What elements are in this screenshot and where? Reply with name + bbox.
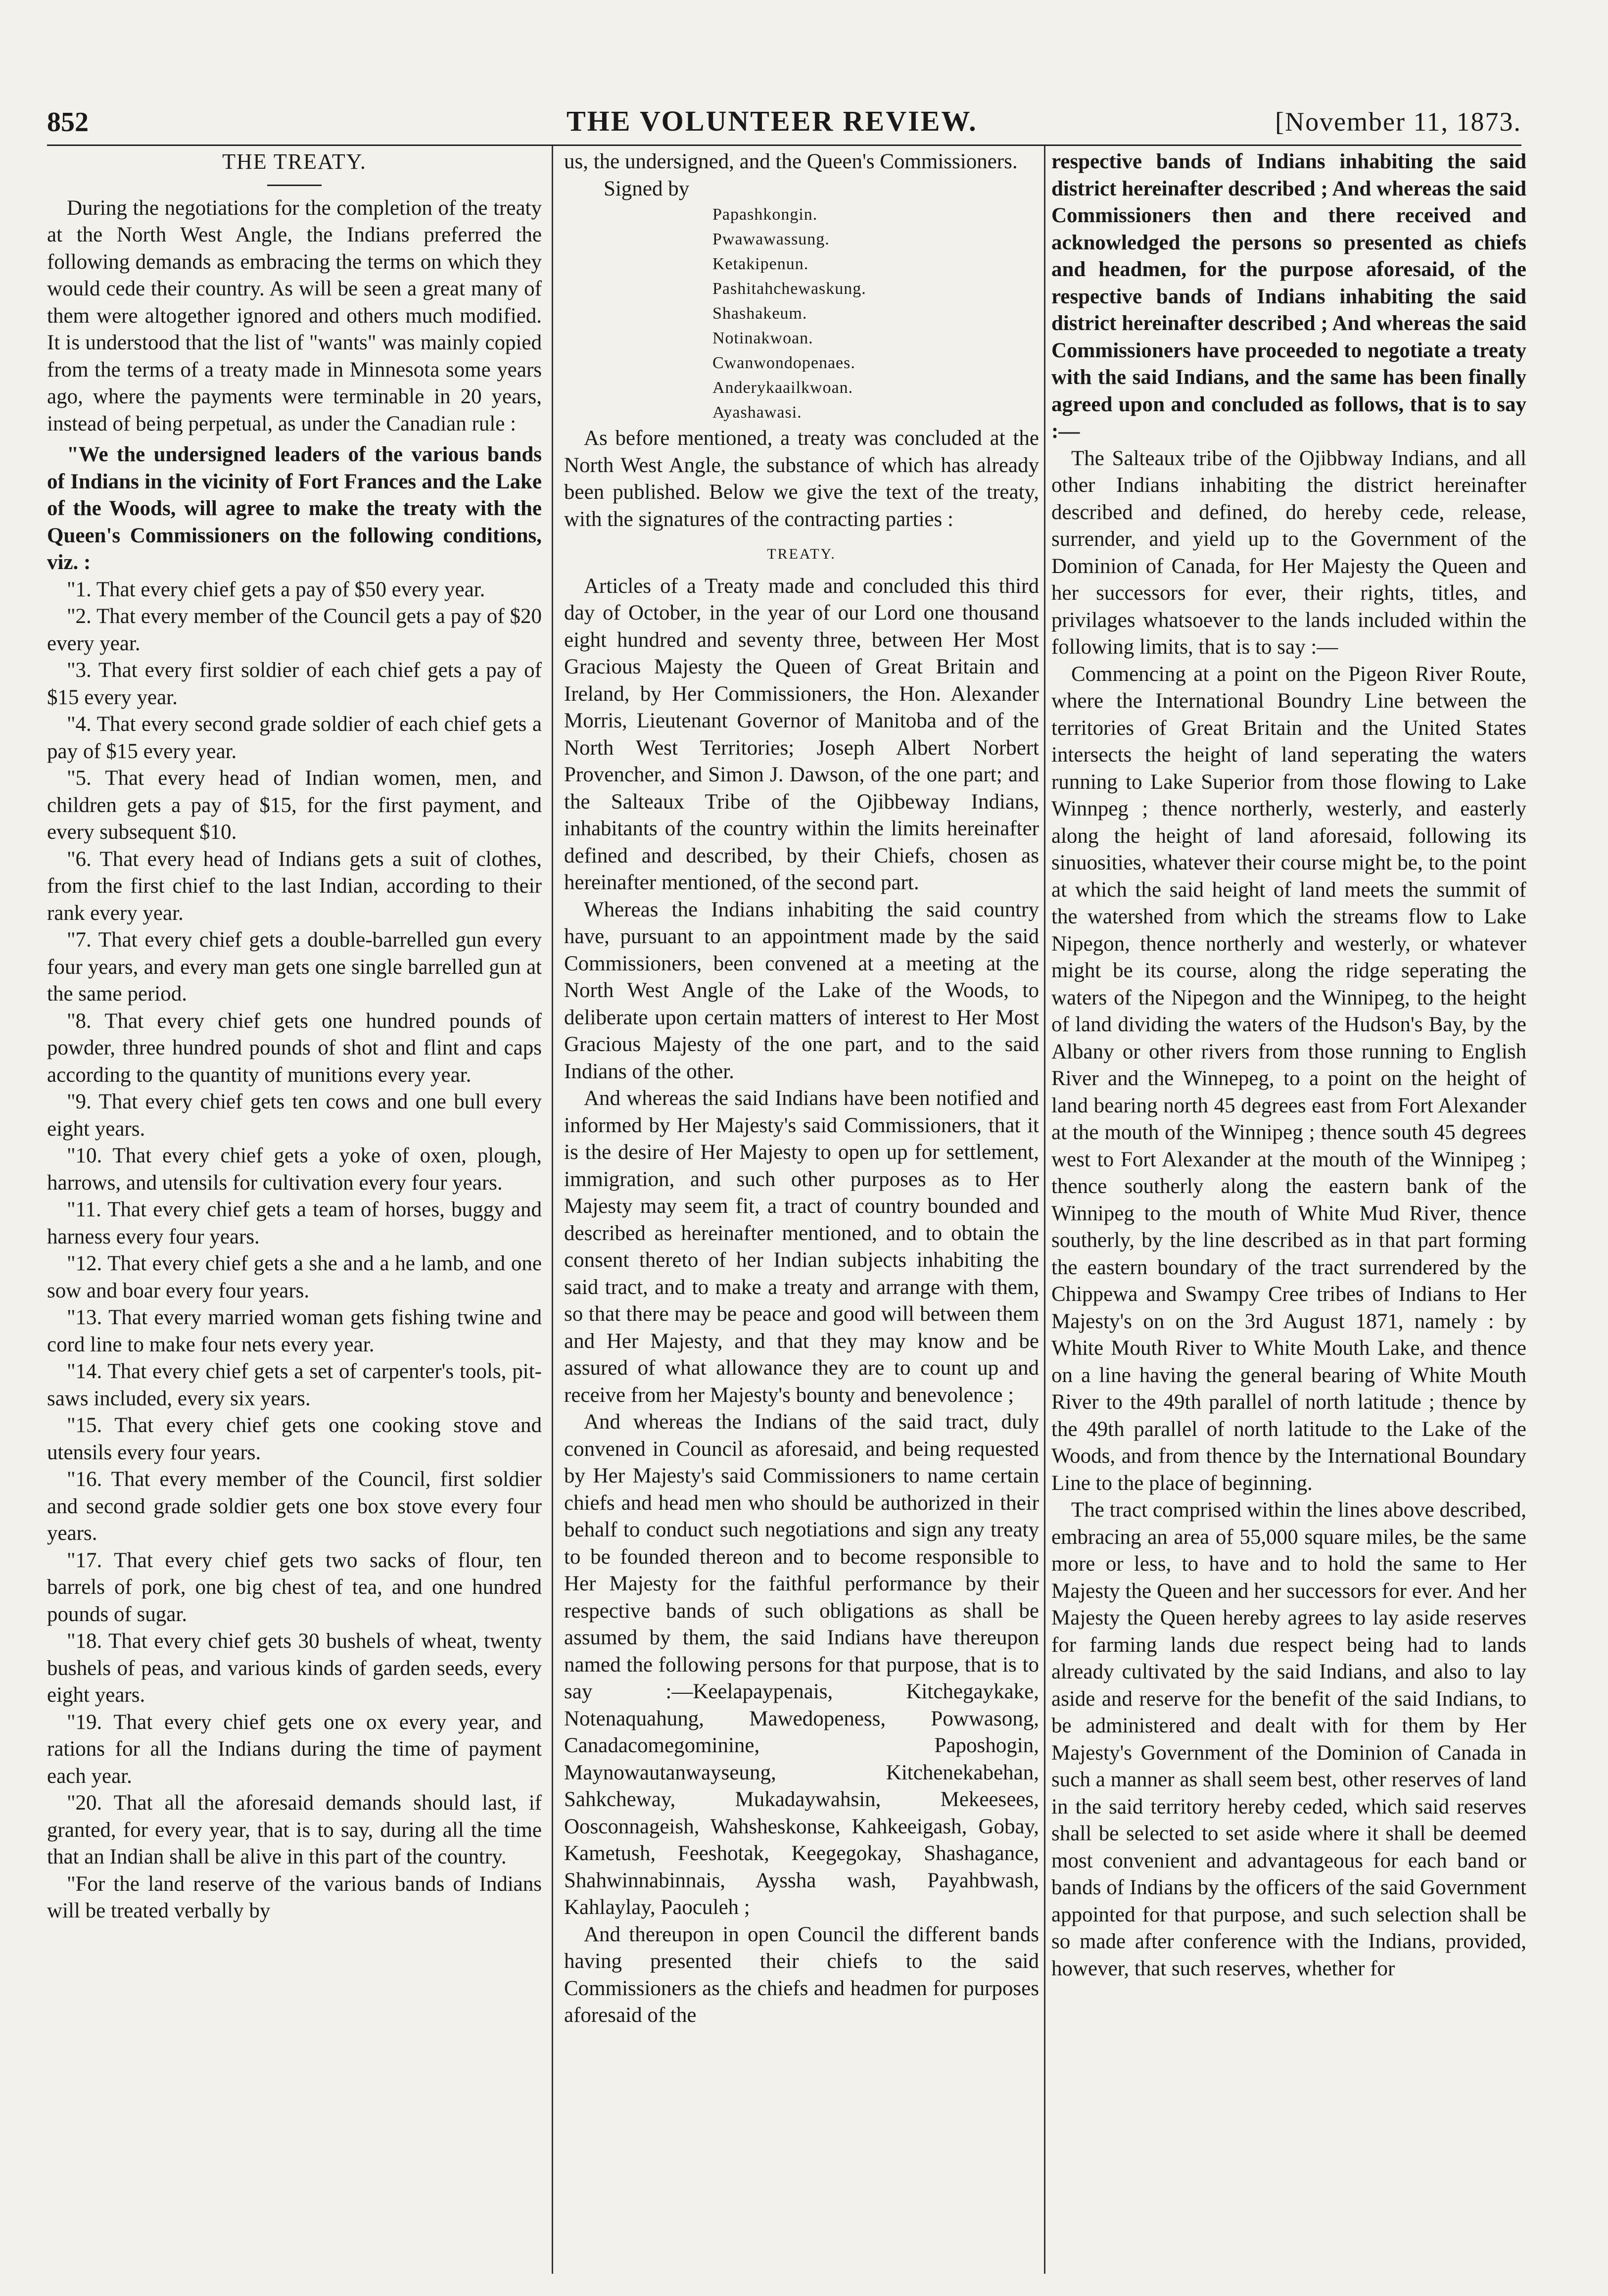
intro-paragraph: During the negotiations for the completion of the treaty at the North West Angle, the Indians preferred the following demands as embracing the terms on which they would cede their country. As will be seen a great many of them were altogether ignored and others much modified. It is understood that the list of "wants" was mainly copied from the terms of a treaty made in Minnesota some years ago, where the payments were terminable in 20 years, instead of being perpetual, as under the Canadian rule : bbox=[47, 196, 542, 435]
whereas-paragraph: Whereas the Indians inhabiting the said country have, pursuant to an appointment made by the said Commissioners, been convened at a meeting at the North West Angle of the Lake of the Woods, to deliberate upon certain matters of interest to Her Most Gracious Majesty of the one part, and to the said Indians of the other. bbox=[564, 898, 1039, 1083]
column-1 bbox=[47, 148, 542, 2271]
demand-item: "For the land reserve of the various bands of Indians will be treated verbally by bbox=[47, 1872, 542, 1922]
whereas-paragraph: And thereupon in open Council the different bands having presented their chiefs to the said Commissioners as the chiefs and headmen for purposes aforesaid of the bbox=[564, 1922, 1039, 2027]
demand-item: "15. That every chief gets one cooking stove and utensils every four years. bbox=[47, 1414, 542, 1464]
demand-item: "6. That every head of Indians gets a suit of clothes, from the first chief to the last Indian, according to their rank every year. bbox=[47, 847, 542, 925]
demand-item: "14. That every chief gets a set of carpenter's tools, pit-saws included, every six years. bbox=[47, 1360, 542, 1410]
demand-item: "16. That every member of the Council, first soldier and second grade soldier gets one box stove every four years. bbox=[47, 1468, 542, 1545]
demand-item: "11. That every chief gets a team of horses, buggy and harness every four years. bbox=[47, 1198, 542, 1248]
note-paragraph: As before mentioned, a treaty was concluded at the North West Angle, the substance of which has already been published. Below we give the text of the treaty, with the signatures of the contracting parties : bbox=[564, 427, 1039, 531]
page-header bbox=[47, 106, 1521, 141]
signatory-name: Papashkongin. bbox=[712, 205, 818, 224]
continued-text: respective bands of Indians inhabiting the said district hereinafter described ; And whereas the said Commissioners then and there received and acknowledged the persons so presented as chiefs and headmen, for the purpose aforesaid, of the respective bands of Indians inhabiting the said district hereinafter described ; And whereas the said Commissioners have proceeded to negotiate a treaty with the said Indians, and the same has been finally agreed upon and concluded as follows, that is to say :— bbox=[1051, 150, 1526, 443]
demand-item: "1. That every chief gets a pay of $50 every year. bbox=[67, 577, 485, 601]
boundary-paragraph: Commencing at a point on the Pigeon River Route, where the International Boundry Line between the territories of Great Britain and the United States intersects the height of land seperating the waters running to Lake Superior from those flowing to Lake Winnpeg ; thence northerly, westerly, and easterly along the height of land aforesaid, following its sinuosities, whatever their course might be, to the point at which the said height of land meets the summit of the watershed from which the streams flow to Lake Nipegon, thence northerly and westerly, or whatever might be its course, along the ridge seperating the waters of the Nipegon and the Winnipeg, to the height of land dividing the waters of the Hudson's Bay, by the Albany or other rivers from those running to English River and the Winnepeg, to a point on the height of land bearing north 45 degrees east from Fort Alexander at the mouth of the Winnipeg ; thence south 45 degrees west to Fort Alexander at the mouth of the Winnipeg ; thence southerly along the eastern bank of the Winnipeg to the mouth of White Mud River, thence southerly, by the line described as in that part forming the eastern boundary of the tract surrendered by the Chippewa and Swampy Cree tribes of Indians to Her Majesty's on on the 3rd August 1871, namely : by White Mouth River to White Mouth Lake, and thence on a line having the general bearing of White Mouth River to the 49th parallel of north latitude ; thence by the 49th parallel of north latitude to the Lake of the Woods, and from thence by the International Boundary Line to the place of beginning. bbox=[1051, 662, 1526, 1495]
header-rule bbox=[47, 144, 1521, 146]
signatory-name: Anderykaailkwoan. bbox=[712, 379, 853, 397]
signatory-name: Cwanwondopenaes. bbox=[712, 354, 855, 372]
article-title: THE TREATY. bbox=[222, 149, 367, 174]
whereas-paragraph: And whereas the said Indians have been notified and informed by Her Majesty's said Commissioners, that it is the desire of Her Majesty to open up for settlement, immigration, and such other purposes as to Her Majesty may seem fit, a tract of country bounded and described as hereinafter mentioned, and to obtain the consent thereto of her Indian subjects inhabiting the said tract, and to make a treaty and arrange with them, so that there may be peace and good will between them and Her Majesty, and that they may know and be assured of what allowance they are to count up and receive from her Majesty's bounty and benevolence ; bbox=[564, 1087, 1039, 1407]
masthead-title: THE VOLUNTEER REVIEW. bbox=[567, 105, 978, 137]
title-rule bbox=[267, 185, 322, 186]
demand-item: "20. That all the aforesaid demands should last, if granted, for every year, that is to say, during all the time that an Indian shall be alive in this part of the country. bbox=[47, 1791, 542, 1868]
signed-by: Signed by bbox=[604, 177, 690, 200]
demand-item: "18. That every chief gets 30 bushels of wheat, twenty bushels of peas, and various kinds of garden seeds, every eight years. bbox=[47, 1629, 542, 1707]
demand-item: "12. That every chief gets a she and a he lamb, and one sow and boar every four years. bbox=[47, 1252, 542, 1302]
demand-item: "8. That every chief gets one hundred pounds of powder, three hundred pounds of shot and flint and caps according to the quantity of munitions every year. bbox=[47, 1009, 542, 1087]
demand-item: "7. That every chief gets a double-barrelled gun every four years, and every man gets one single barrelled gun at the same period. bbox=[47, 928, 542, 1005]
treaty-subheading: TREATY. bbox=[767, 546, 836, 562]
continued-text: us, the undersigned, and the Queen's Commissioners. bbox=[564, 150, 1018, 173]
tract-paragraph: The tract comprised within the lines above described, embracing an area of 55,000 square miles, be the same more or less, to have and to hold the same to Her Majesty the Queen and her successors for ever. And her Majesty the Queen hereby agrees to lay aside reserves for farming lands due respect being had to lands already cultivated by the said Indians, and also to lay aside and reserve for the benefit of the said Indians, to be administered and dealt with for them by Her Majesty's Government of the Dominion of Canada in such a manner as shall seem best, other reserves of land in the said territory hereby ceded, which said reserves shall be selected to set aside where it shall be deemed most convenient and advantageous for each band or bands of Indians by the officers of the said Government appointed for that purpose, and such selection shall be so made after conference with the Indians, provided, however, that such reserves, whether for bbox=[1051, 1498, 1526, 1980]
demand-item: "2. That every member of the Council gets a pay of $20 every year. bbox=[47, 605, 542, 655]
demands-list bbox=[47, 576, 542, 1925]
issue-date: [November 11, 1873. bbox=[1275, 107, 1521, 137]
signatory-name: Notinakwoan. bbox=[712, 329, 813, 347]
demand-item: "10. That every chief gets a yoke of oxen, plough, harrows, and utensils for cultivation every four years. bbox=[47, 1144, 542, 1195]
demand-item: "3. That every first soldier of each chief gets a pay of $15 every year. bbox=[47, 659, 542, 709]
signatory-name: Pashitahchewaskung. bbox=[712, 280, 866, 298]
signatory-name: Pwawawassung. bbox=[712, 230, 830, 248]
demand-item: "13. That every married woman gets fishing twine and cord line to make four nets every year. bbox=[47, 1306, 542, 1356]
demand-paragraph: "We the undersigned leaders of the various bands of Indians in the vicinity of Fort Frances and the Lake of the Woods, will agree to make the treaty with the Queen's Commissioners on the following conditions, viz. : bbox=[47, 443, 542, 574]
signatory-name: Shashakeum. bbox=[712, 304, 807, 323]
demand-item: "4. That every second grade soldier of each chief gets a pay of $15 every year. bbox=[47, 713, 542, 763]
demand-item: "17. That every chief gets two sacks of flour, ten barrels of pork, one big chest of tea, and one hundred pounds of sugar. bbox=[47, 1548, 542, 1626]
signatory-name: Ayashawasi. bbox=[712, 403, 802, 422]
demand-item: "5. That every head of Indian women, men, and children gets a pay of $15, for the first payment, and every subsequent $10. bbox=[47, 766, 542, 844]
column-2 bbox=[564, 148, 1039, 2271]
page-number: 852 bbox=[47, 107, 89, 138]
articles-paragraph: Articles of a Treaty made and concluded this third day of October, in the year of our Lord one thousand eight hundred and seventy three, between Her Most Gracious Majesty the Queen of Great Britain and Ireland, by Her Commissioners, the Hon. Alexander Morris, Lieutenant Governor of Manitoba and of the North West Territories; Joseph Albert Norbert Provencher, and Simon J. Dawson, of the one part; and the Salteaux Tribe of the Ojibbeway Indians, inhabitants of the country within the limits hereinafter defined and described, by their Chiefs, chosen as hereinafter mentioned, of the second part. bbox=[564, 574, 1039, 894]
signatory-name: Ketakipenun. bbox=[712, 255, 809, 273]
column-divider bbox=[1044, 146, 1045, 2274]
demand-item: "19. That every chief gets one ox every year, and rations for all the Indians during the time of payment each year. bbox=[47, 1710, 542, 1788]
whereas-paragraph: And whereas the Indians of the said tract, duly convened in Council as aforesaid, and being requested by Her Majesty's said Commissioners to name certain chiefs and head men who should be authorized in their behalf to conduct such negotiations and sign any treaty to be founded thereon and to become responsible to Her Majesty for the faithful performance by their respective bands of such obligations as shall be assumed by them, the said Indians have thereupon named the following persons for that purpose, that is to say :—Keelapaypenais, Kitchegaykake, Notenaquahung, Mawedopeness, Powwasong, Canadacomegominine, Paposhogin, Maynowautanwayseung, Kitchenekabehan, Sahkcheway, Mukadaywahsin, Mekeesees, Oosconnageish, Wahsheskonse, Kahkeeigash, Gobay, Kametush, Feeshotak, Keegegokay, Shashagance, Shahwinnabinnais, Ayssha wash, Payahbwash, Kahlaylay, Paoculeh ; bbox=[564, 1410, 1039, 1919]
cession-paragraph: The Salteaux tribe of the Ojibbway Indians, and all other Indians inhabiting the district hereinafter described and defined, do hereby cede, release, surrender, and yield up to the Government of the Dominion of Canada, for Her Majesty the Queen and her successors for ever, their rights, titles, and privilages whatsoever to the lands included within the following limits, that is to say :— bbox=[1051, 446, 1526, 659]
column-3 bbox=[1051, 148, 1526, 2271]
signatory-list bbox=[564, 202, 1039, 425]
demand-item: "9. That every chief gets ten cows and one bull every eight years. bbox=[47, 1090, 542, 1141]
column-divider bbox=[552, 146, 553, 2274]
